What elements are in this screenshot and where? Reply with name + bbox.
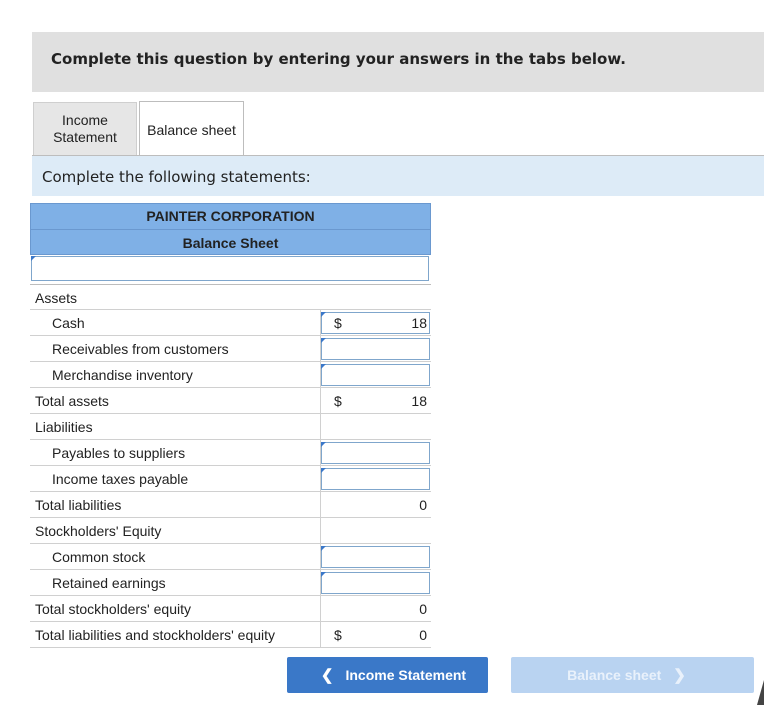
row-label: Merchandise inventory <box>52 367 193 383</box>
prev-income-statement-button[interactable] <box>287 657 488 693</box>
banner-text: Complete this question by entering your answers in the tabs below. <box>51 50 626 68</box>
balance-sheet-form <box>30 203 431 645</box>
input-marker-icon <box>321 442 326 447</box>
row-label: Receivables from customers <box>52 341 229 357</box>
value-cell <box>320 492 431 518</box>
amount-value: 18 <box>411 315 427 331</box>
input-marker-icon <box>321 468 326 473</box>
row-label: Common stock <box>52 549 146 565</box>
input-marker-icon <box>321 364 326 369</box>
table-row <box>30 414 431 440</box>
currency-symbol: $ <box>334 315 342 331</box>
tab-income-statement[interactable] <box>33 102 137 155</box>
table-row <box>30 518 431 544</box>
row-label: Total stockholders' equity <box>35 601 191 617</box>
table-row <box>30 388 431 414</box>
amount-value: 0 <box>419 497 427 513</box>
row-label: Assets <box>35 290 78 306</box>
date-input[interactable] <box>31 256 429 281</box>
tab-income-label-line1: Income <box>62 112 108 128</box>
row-label: Liabilities <box>35 419 93 435</box>
amount-input[interactable] <box>321 468 430 490</box>
row-label: Total liabilities <box>35 497 122 513</box>
company-name: PAINTER CORPORATION <box>30 203 431 229</box>
row-label: Income taxes payable <box>52 471 189 487</box>
value-cell <box>320 596 431 622</box>
row-label: Cash <box>52 315 85 331</box>
next-button-label: Balance sheet <box>567 667 662 683</box>
chevron-right-icon: ❯ <box>673 667 686 684</box>
table-row <box>30 310 431 336</box>
currency-symbol: $ <box>334 627 342 643</box>
table-row <box>30 596 431 622</box>
table-row <box>30 466 431 492</box>
statement-title: Balance Sheet <box>30 229 431 255</box>
amount-value: 18 <box>411 393 427 409</box>
chevron-left-icon: ❮ <box>320 667 334 684</box>
tab-balance-label: Balance sheet <box>147 121 236 138</box>
table-row <box>30 336 431 362</box>
amount-input[interactable] <box>321 364 430 386</box>
prev-button-label: Income Statement <box>345 667 467 683</box>
instruction-bar <box>32 156 764 196</box>
input-marker-icon <box>31 256 36 261</box>
amount-value: 0 <box>419 627 427 643</box>
instruction-text: Complete the following statements: <box>42 168 311 186</box>
table-row <box>30 544 431 570</box>
next-balance-sheet-button[interactable] <box>511 657 754 693</box>
table-row <box>30 622 431 648</box>
input-marker-icon <box>321 312 326 317</box>
value-cell <box>320 414 431 440</box>
amount-input[interactable] <box>321 546 430 568</box>
row-label: Stockholders' Equity <box>35 523 162 539</box>
table-row <box>30 362 431 388</box>
table-row <box>30 440 431 466</box>
value-cell <box>320 518 431 544</box>
table-row <box>30 570 431 596</box>
tab-balance-sheet[interactable] <box>139 101 244 157</box>
row-label: Payables to suppliers <box>52 445 186 461</box>
resize-corner-icon <box>757 680 764 705</box>
amount-input[interactable] <box>321 442 430 464</box>
amount-input[interactable] <box>321 338 430 360</box>
table-row <box>30 284 431 310</box>
amount-value: 0 <box>419 601 427 617</box>
input-marker-icon <box>321 546 326 551</box>
amount-input[interactable] <box>321 572 430 594</box>
row-label: Total assets <box>35 393 109 409</box>
table-row <box>30 492 431 518</box>
tab-income-label-line2: Statement <box>53 129 117 145</box>
instructions-banner <box>32 32 764 92</box>
currency-symbol: $ <box>334 393 342 409</box>
row-label: Total liabilities and stockholders' equity <box>35 627 276 643</box>
row-label: Retained earnings <box>52 575 166 591</box>
input-marker-icon <box>321 572 326 577</box>
input-marker-icon <box>321 338 326 343</box>
